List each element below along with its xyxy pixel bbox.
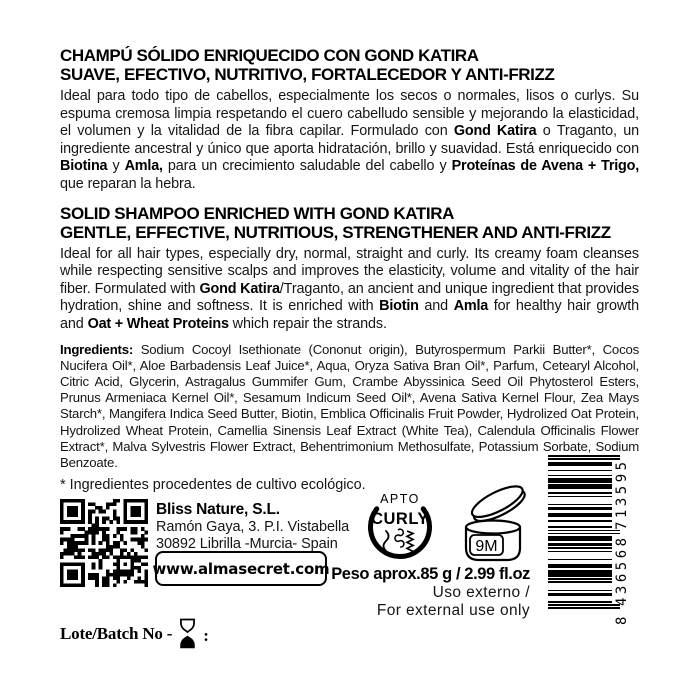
uso-externo: Uso externo /	[432, 584, 530, 601]
batch-label: Lote/Batch No -	[60, 623, 173, 643]
company-info	[156, 501, 349, 553]
batch-colon: :	[203, 626, 209, 645]
barcode-bars	[548, 455, 620, 609]
company-name: Bliss Nature, S.L.	[156, 501, 280, 518]
spanish-title-line2: SUAVE, EFECTIVO, NUTRITIVO, FORTALECEDOR Y ANTI-FRIZZ	[60, 65, 555, 84]
apto-curly-badge	[364, 486, 436, 566]
coily-hair-icon	[407, 531, 413, 551]
company-address-line1: Ramón Gaya, 3. P.I. Vistabella	[156, 519, 350, 535]
company-address-line2: 30892 Librilla -Murcia- Spain	[156, 536, 338, 552]
english-description: Ideal for all hair types, especially dry, normal, straight and curly. Its creamy foam cleanses while respecting sensitive scalps and improves the elasticity, volume and vitality of the hair fiber. Formulated with Gond Katira/Traganto, an ancient and unique ingredient that provides hydration, shine and softness. It is enriched with Biotin and Amla for healthy hair growth and Oat + Wheat Proteins which repair the strands.	[60, 245, 639, 332]
spanish-title	[60, 46, 639, 84]
ean-barcode	[548, 453, 634, 625]
barcode-first-digit: 8	[614, 616, 630, 625]
jar-rim	[466, 521, 520, 534]
barcode-left-digits: 436568	[614, 534, 630, 606]
ingredients-list: Ingredients: Sodium Cocoyl Isethionate (Cononut origin), Butyrospermum Parkii Butter*, Cocos Nucifera Oil*, Aloe Barbadensis Leaf Juice*, Aqua, Oryza Sativa Bran Oil*, Parfum, Cetearyl Alcohol, Citric Acid, Glycerin, Astragalus Gummifer Gum, Crambe Abyssinica Seed Oil Phytosterol Esters, Prunus Armeniaca Kernel Oil*, Sesamum Indicum Seed Oil*, Avena Sativa Kernel Flour, Zea Mays Starch*, Mangifera Indica Seed Butter, Biotin, Emblica Officinalis Fruit Powder, Hydrolized Oat Protein, Hydrolized Wheat Protein, Camellia Sinensis Leaf Extract (White Tea), Calendula Officinalis Flower Extract*, Malva Sylvestris Flower Extract, Behentrimonium Methosulfate, Potassium Sorbate, Sodium Benzoate.	[60, 341, 639, 470]
english-title-line1: SOLID SHAMPOO ENRICHED WITH GOND KATIRA	[60, 203, 454, 223]
net-weight: Peso aprox.85 g / 2.99 fl.oz	[331, 565, 530, 583]
qr-code	[60, 499, 148, 587]
english-title-line2: GENTLE, EFFECTIVE, NUTRITIOUS, STRENGTHENER AND ANTI-FRIZZ	[60, 222, 611, 242]
spanish-title-line1: CHAMPÚ SÓLIDO ENRIQUECIDO CON GOND KATIRA	[60, 46, 479, 65]
hourglass-icon	[177, 618, 198, 649]
website-url: www.almasecret.com	[152, 559, 330, 578]
barcode-right-digits: 713595	[614, 458, 630, 530]
pao-months: 9M	[475, 538, 498, 555]
english-title	[60, 204, 639, 242]
wavy-hair-icon	[384, 531, 389, 551]
curly-hair-icon	[395, 529, 404, 547]
curly-text: CURLY	[371, 510, 429, 528]
apto-text: APTO	[380, 492, 420, 506]
weight-block	[330, 565, 530, 619]
external-use-only: For external use only	[376, 601, 530, 619]
spanish-description: Ideal para todo tipo de cabellos, especialmente los secos o normales, lisos o curlys. Su espuma cremosa limpia respetando el cuero cabelludo sensible y mejorando la elasticidad, el volumen y la vitalidad de la fibra capilar. Formulado con Gond Katira o Traganto, un ingrediente ancestral y único que aporta hidratación, brillo y suavidad. Está enriquecido con Biotina y Amla, para un crecimiento saludable del cabello y Proteínas de Avena + Trigo, que reparan la hebra.	[60, 88, 640, 192]
website-box	[152, 551, 330, 586]
label-text-column	[60, 46, 639, 493]
pao-open-jar-icon	[452, 476, 542, 566]
organic-note: * Ingredientes procedentes de cultivo ecológico.	[60, 477, 366, 494]
batch-line	[60, 618, 209, 649]
